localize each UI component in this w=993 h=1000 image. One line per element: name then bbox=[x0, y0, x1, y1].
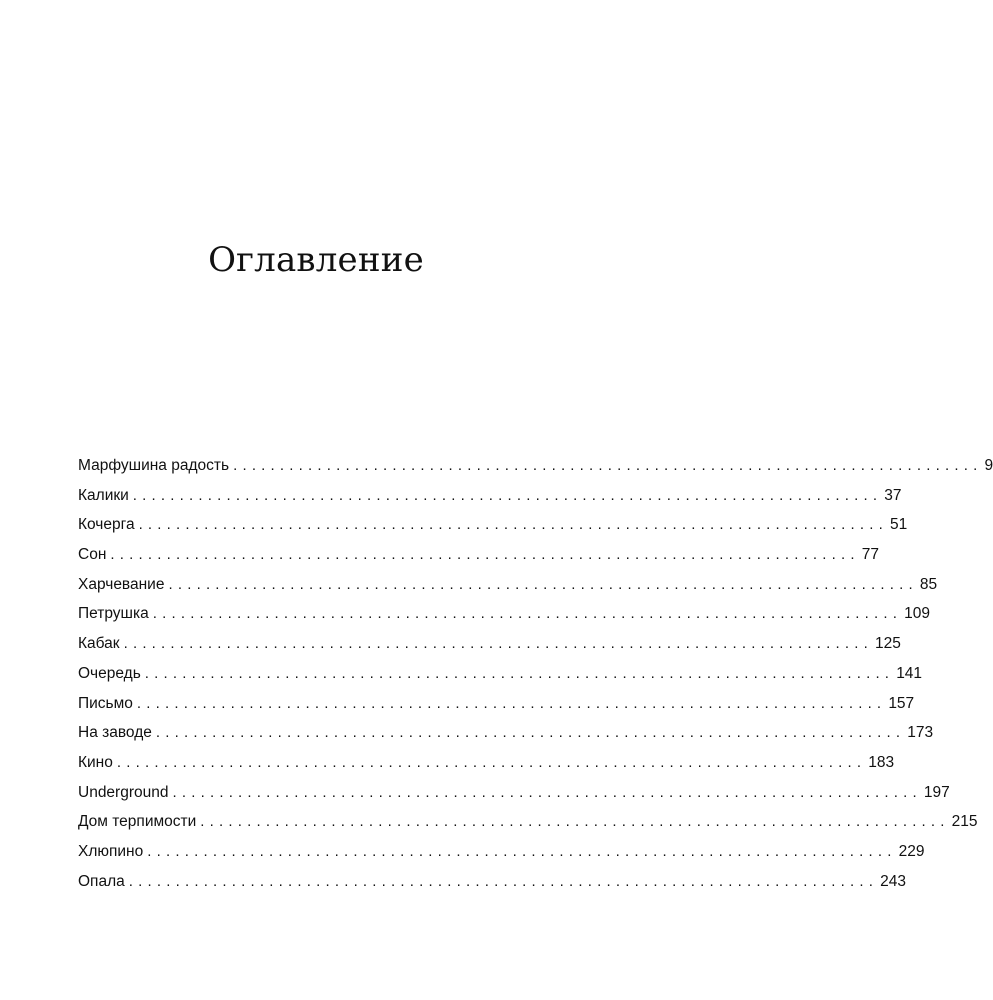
toc-entry-page: 197 bbox=[923, 783, 950, 801]
toc-entry-page: 125 bbox=[874, 635, 901, 653]
toc-entry-title: Underground bbox=[78, 783, 169, 801]
toc-entry-title: Письмо bbox=[78, 694, 133, 712]
toc-entry-title: Марфушина радость bbox=[78, 457, 230, 474]
toc-entry-title: Опала bbox=[78, 872, 125, 890]
toc-entry bbox=[78, 807, 978, 837]
toc-entry bbox=[78, 837, 925, 867]
toc-entry-title: Кабак bbox=[78, 635, 120, 653]
toc-entry bbox=[78, 599, 930, 629]
toc-entry bbox=[78, 659, 923, 689]
toc-dot-leader: ................................................................................ bbox=[233, 457, 983, 474]
toc-entry-page: 157 bbox=[888, 694, 915, 712]
toc-dot-leader: ................................................................................ bbox=[152, 605, 903, 623]
toc-entry-title: Сон bbox=[78, 546, 107, 564]
toc-entry-title: Петрушка bbox=[78, 605, 149, 623]
toc-entry-page: 109 bbox=[904, 605, 930, 623]
page-title: Оглавление bbox=[208, 240, 424, 280]
toc-entry-title: Дом терпимости bbox=[78, 813, 197, 831]
toc-dot-leader: ................................................................................ bbox=[128, 872, 879, 890]
toc-entry-page: 173 bbox=[907, 724, 934, 742]
toc-dot-leader: ................................................................................ bbox=[138, 516, 888, 534]
toc-entry-title: Кино bbox=[78, 753, 113, 771]
toc-entry-title: Очередь bbox=[78, 664, 141, 682]
toc-entry bbox=[78, 778, 950, 808]
toc-entry bbox=[78, 629, 901, 659]
toc-dot-leader: ................................................................................ bbox=[144, 664, 895, 682]
toc-entry bbox=[78, 510, 908, 540]
toc-entry-title: Кочерга bbox=[78, 516, 135, 534]
toc-entry-page: 51 bbox=[889, 516, 908, 534]
toc-dot-leader: ................................................................................ bbox=[116, 753, 867, 771]
toc-entry-page: 183 bbox=[868, 753, 895, 771]
toc-entry bbox=[78, 867, 907, 897]
toc-entry-title: Калики bbox=[78, 486, 129, 504]
toc-entry bbox=[78, 718, 934, 748]
toc-dot-leader: ................................................................................ bbox=[110, 546, 860, 564]
toc-dot-leader: ................................................................................ bbox=[147, 842, 897, 860]
toc-entry-page: 215 bbox=[951, 813, 978, 831]
toc-dot-leader: ................................................................................ bbox=[168, 575, 918, 593]
toc-dot-leader: ................................................................................ bbox=[136, 694, 887, 712]
toc-entry bbox=[78, 748, 895, 778]
table-of-contents bbox=[78, 451, 993, 896]
toc-entry-title: На заводе bbox=[78, 724, 152, 742]
toc-dot-leader: ................................................................................ bbox=[155, 724, 906, 742]
toc-entry bbox=[78, 540, 880, 570]
toc-entry-page: 9 bbox=[984, 457, 993, 474]
toc-entry-page: 37 bbox=[884, 486, 902, 504]
toc-entry bbox=[78, 481, 902, 511]
toc-entry-page: 229 bbox=[898, 842, 925, 860]
toc-entry-title: Хлюпино bbox=[78, 842, 144, 860]
toc-entry-page: 85 bbox=[919, 575, 938, 593]
toc-entry bbox=[78, 689, 915, 719]
toc-entry bbox=[78, 451, 993, 481]
toc-entry-page: 243 bbox=[880, 872, 907, 890]
toc-dot-leader: ................................................................................ bbox=[123, 635, 873, 653]
toc-entry-page: 141 bbox=[896, 664, 923, 682]
toc-dot-leader: ................................................................................ bbox=[132, 486, 883, 504]
toc-entry-title: Харчевание bbox=[78, 575, 165, 593]
toc-entry-page: 77 bbox=[861, 546, 880, 564]
toc-dot-leader: ................................................................................ bbox=[200, 813, 950, 831]
toc-dot-leader: ................................................................................ bbox=[172, 783, 922, 801]
toc-entry bbox=[78, 570, 938, 600]
